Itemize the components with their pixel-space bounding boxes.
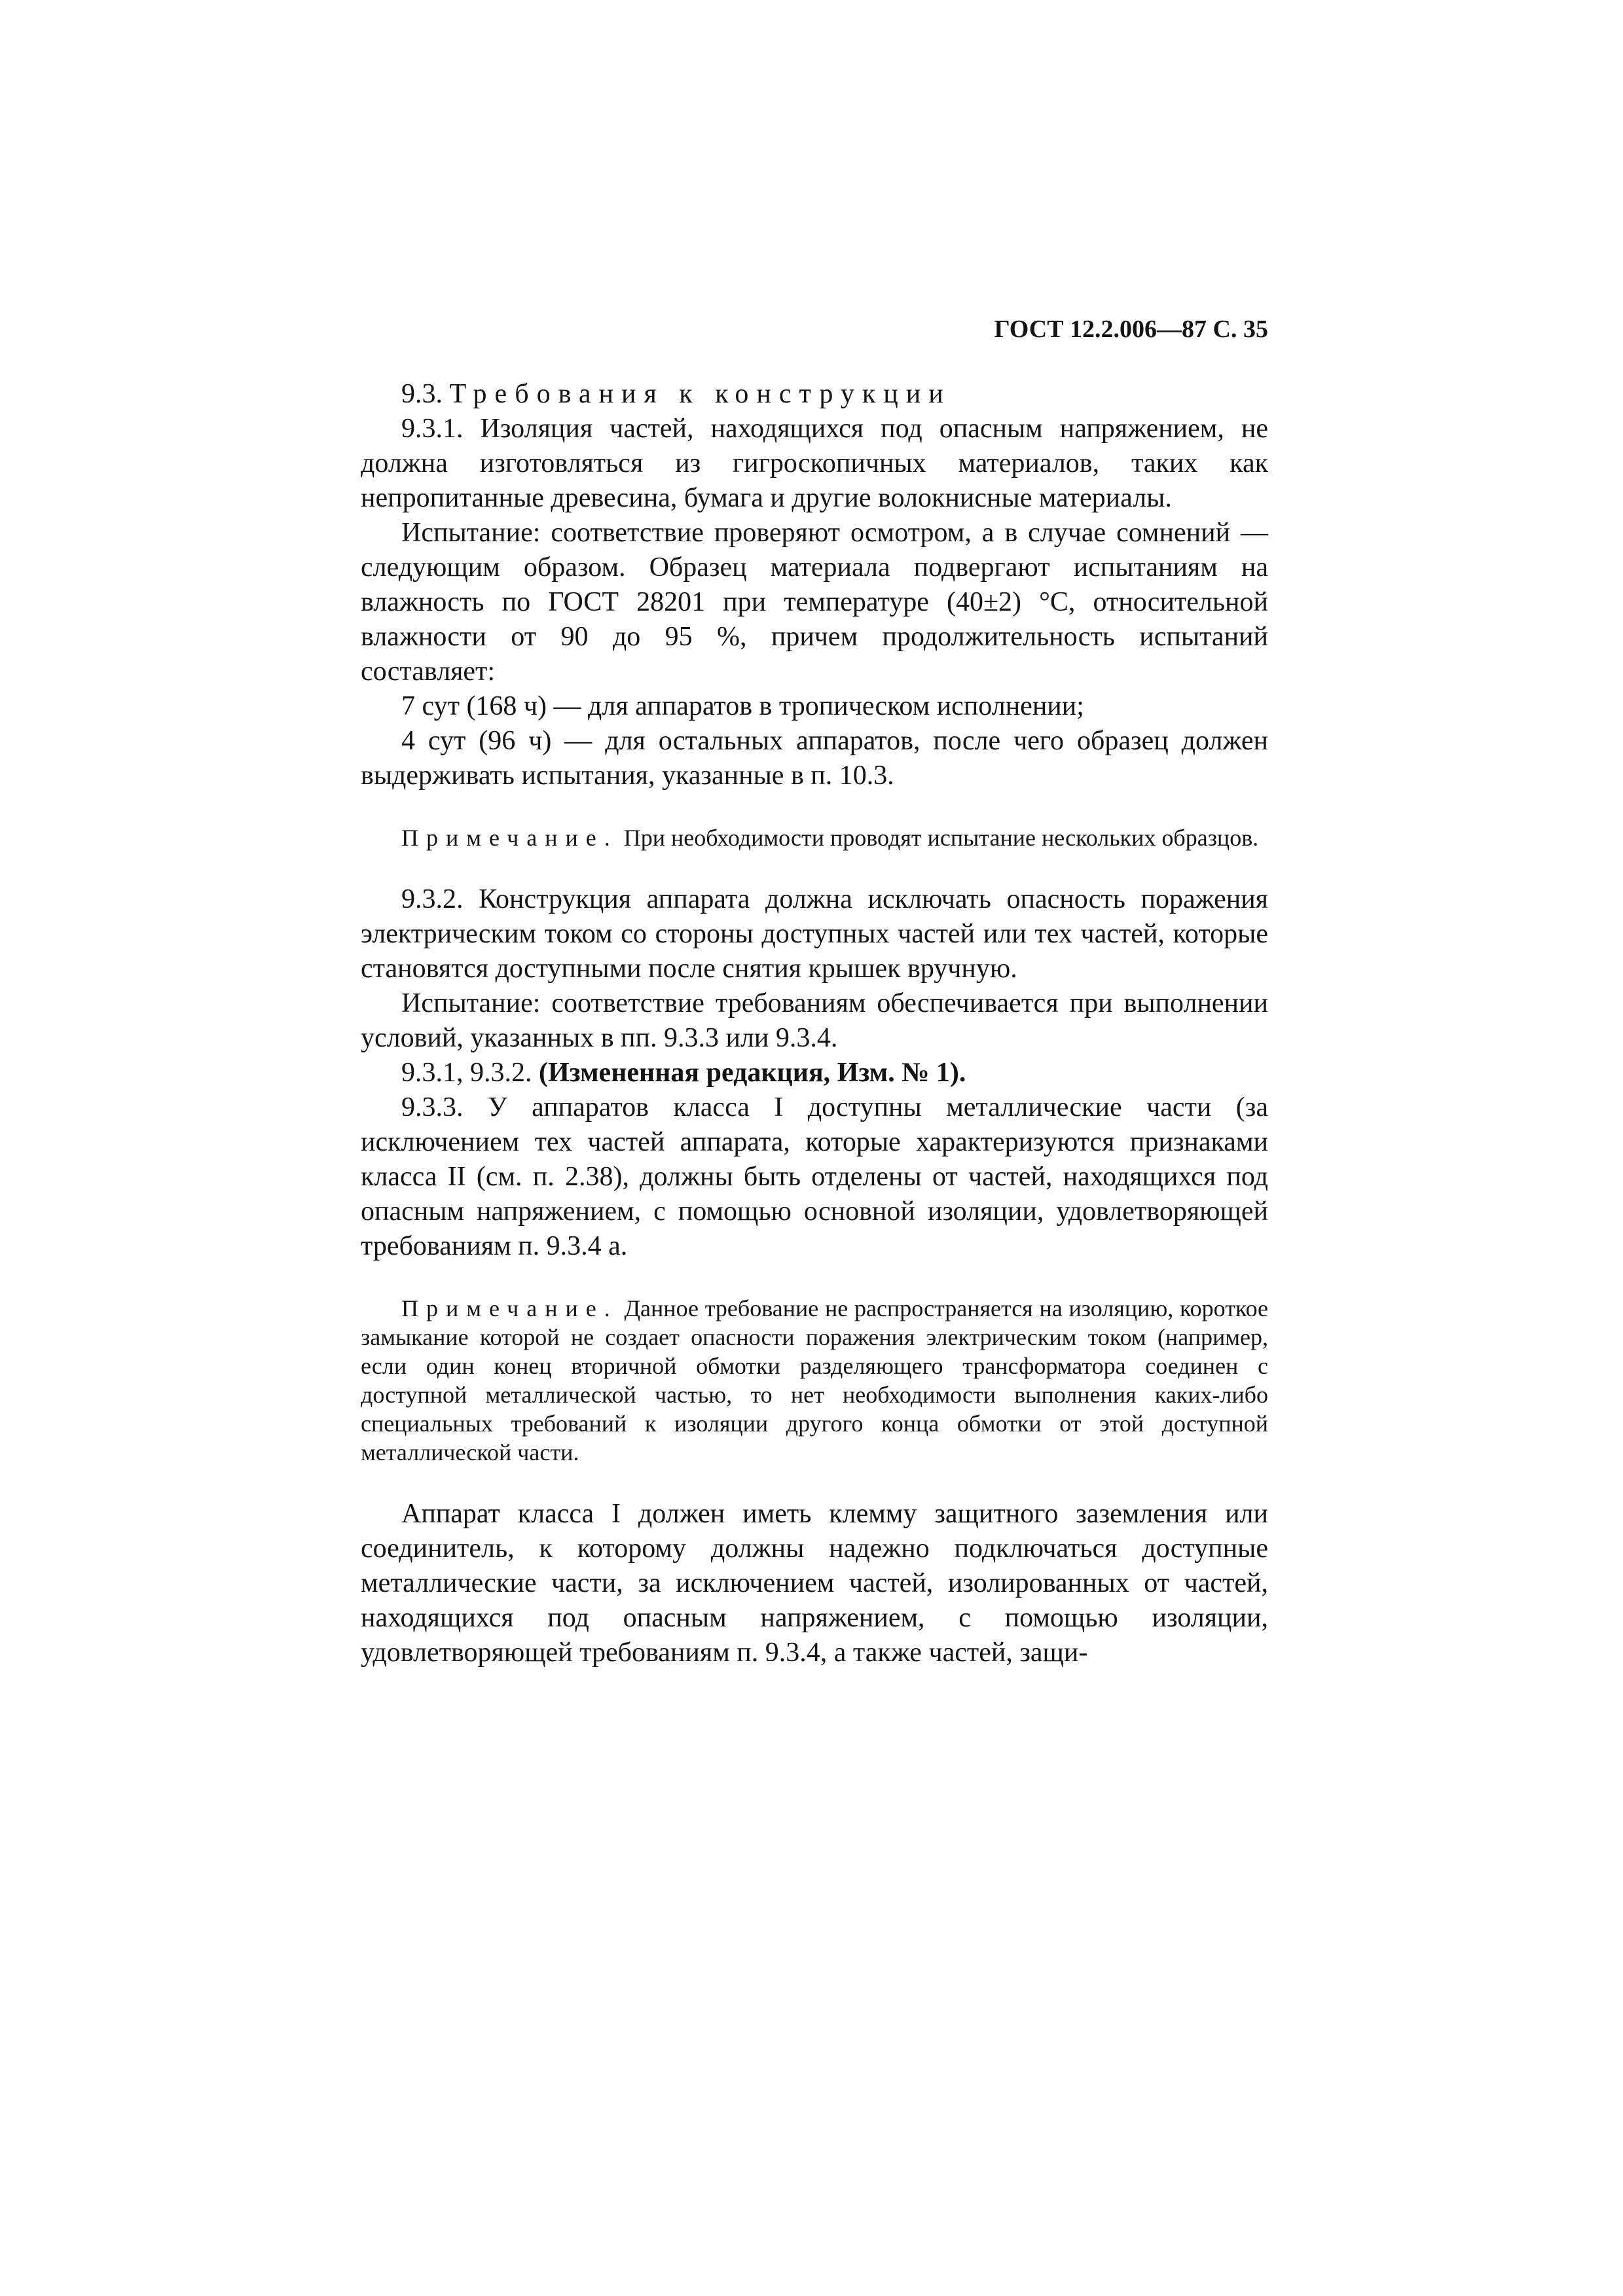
paragraph-class-i: Аппарат класса I должен иметь клемму защитного заземления или соединитель, к которому должны надежно подключаться доступные металлические части, за исключением частей, изолированных от частей, находящихся под опасным напряжением, с помощью изоляции, удовлетворяющей требованиям п. 9.3.4, а также частей, защи-	[361, 1499, 1268, 1668]
section-heading	[361, 377, 1268, 412]
amendment-text: (Измененная редакция, Изм. № 1).	[539, 1058, 966, 1088]
paragraph-9-3-2-test: Испытание: соответствие требованиям обеспечивается при выполнении условий, указанных в пп. 9.3.3 или 9.3.4.	[361, 988, 1268, 1053]
document-page	[361, 314, 1268, 1670]
section-title: Требования к конструкции	[449, 379, 951, 409]
section-number: 9.3.	[401, 379, 443, 409]
note-2-text: Данное требование не распространяется на изоляцию, короткое замыкание которой не создает опасности поражения электрическим током (например, если один конец вторичной обмотки разделяющего трансформатора соединен с доступной металлической частью, то нет необходимости выполнения каких-либо специальных требований к изоляции другого конца обмотки от этой доступной металлической части.	[361, 1295, 1269, 1465]
amendment-prefix: 9.3.1, 9.3.2.	[401, 1058, 532, 1088]
paragraph-9-3-1: 9.3.1. Изоляция частей, находящихся под опасным напряжением, не должна изготовляться из гигроскопичных материалов, таких как непропитанные древесина, бумага и другие волокнисные материалы.	[361, 414, 1268, 513]
note-2-label: Примечание.	[401, 1295, 618, 1321]
paragraph-9-3-1-test: Испытание: соответствие проверяют осмотром, а в случае сомнений — следующим образом. Образец материала подвергают испытаниям на влажность по ГОСТ 28201 при температуре (40±2) °С, относительной влажности от 90 до 95 %, причем продолжительность испытаний составляет:	[361, 518, 1268, 687]
paragraph-9-3-1-other: 4 сут (96 ч) — для остальных аппаратов, после чего образец должен выдерживать испытания, указанные в п. 10.3.	[361, 726, 1268, 791]
note-2	[361, 1294, 1268, 1467]
paragraph-9-3-2: 9.3.2. Конструкция аппарата должна исключать опасность поражения электрическим током со стороны доступных частей или тех частей, которые становятся доступными после снятия крышек вручную.	[361, 884, 1268, 984]
note-1	[361, 823, 1268, 852]
amendment-line	[361, 1056, 1268, 1090]
paragraph-9-3-1-tropical: 7 сут (168 ч) — для аппаратов в тропическом исполнении;	[401, 691, 1084, 721]
paragraph-9-3-3: 9.3.3. У аппаратов класса I доступны металлические части (за исключением тех частей аппарата, которые характеризуются признаками класса II (см. п. 2.38), должны быть отделены от частей, находящихся под опасным напряжением, с помощью основной изоляции, удовлетворяющей требованиям п. 9.3.4 а.	[361, 1092, 1268, 1261]
page-header: ГОСТ 12.2.006—87 С. 35	[994, 315, 1268, 343]
note-1-label: Примечание.	[401, 825, 618, 851]
note-1-text: При необходимости проводят испытание нескольких образцов.	[623, 825, 1259, 851]
